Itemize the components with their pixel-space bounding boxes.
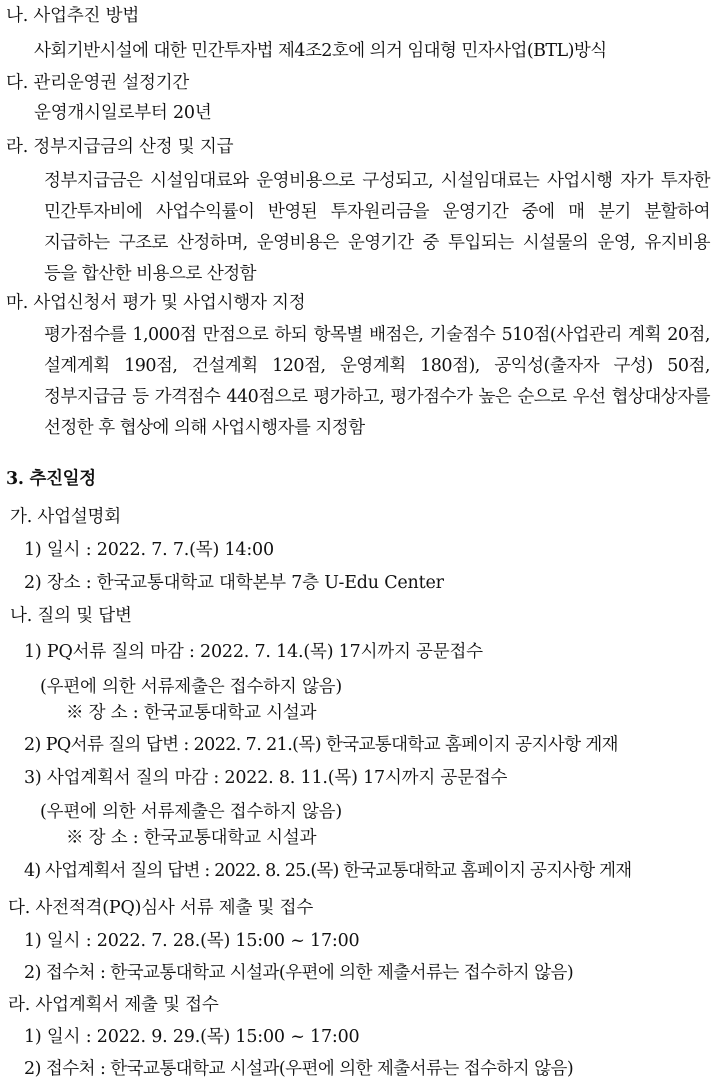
schedule-qa-item1-note: (우편에 의한 서류제출은 접수하지 않음) (40, 677, 342, 697)
schedule-briefing-place: 2) 장소 : 한국교통대학교 대학본부 7층 U-Edu Center (24, 573, 444, 593)
section-payment-heading: 라. 정부지급금의 산정 및 지급 (6, 137, 234, 157)
section-evaluation-text: 평가점수를 1,000점 만점으로 하되 항목별 배점은, 기술점수 510점(사업관리 계획 20점, 설계계획 190점, 건설계획 120점, 운영계획 180점), 공익성(출자자 구성) 50점, 정부지급금 등 가격점수 440점으로 평가하고, 평가점수가 높은 순으로 우선 협상대상자를 선정한 후 협상에 의해 사업시행자를 지정함 (44, 325, 710, 438)
schedule-qa-item4: 4) 사업계획서 질의 답변 : 2022. 8. 25.(목) 한국교통대학교 홈페이지 공지사항 게재 (24, 861, 632, 881)
schedule-plan-heading: 라. 사업계획서 제출 및 접수 (8, 995, 219, 1015)
schedule-qa-item1: 1) PQ서류 질의 마감 : 2022. 7. 14.(목) 17시까지 공문접수 (24, 642, 483, 662)
section-method-heading: 나. 사업추진 방법 (6, 6, 140, 26)
schedule-pq-heading: 다. 사전적격(PQ)심사 서류 제출 및 접수 (8, 898, 314, 918)
section-evaluation-heading: 마. 사업신청서 평가 및 사업시행자 지정 (6, 293, 306, 313)
section-payment-text: 정부지급금은 시설임대료와 운영비용으로 구성되고, 시설임대료는 사업시행 자가 투자한 민간투자비에 사업수익률이 반영된 투자원리금을 운영기간 중에 매 분기 분할하여 지급하는 구조로 산정하며, 운영비용은 운영기간 중 투입되는 시설물의 운영, 유지비용 등을 합산한 비용으로 산정함 (44, 171, 710, 284)
schedule-qa-item1-place: ※ 장 소 : 한국교통대학교 시설과 (66, 703, 317, 723)
schedule-briefing-date: 1) 일시 : 2022. 7. 7.(목) 14:00 (24, 540, 274, 560)
schedule-pq-date: 1) 일시 : 2022. 7. 28.(목) 15:00 ~ 17:00 (24, 931, 360, 951)
section-method-text: 사회기반시설에 대한 민간투자법 제4조2호에 의거 임대형 민자사업(BTL)방식 (34, 41, 607, 61)
schedule-plan-date: 1) 일시 : 2022. 9. 29.(목) 15:00 ~ 17:00 (24, 1027, 360, 1047)
schedule-title: 3. 추진일정 (6, 469, 96, 489)
section-period-text: 운영개시일로부터 20년 (34, 103, 212, 123)
schedule-qa-item3: 3) 사업계획서 질의 마감 : 2022. 8. 11.(목) 17시까지 공문접수 (24, 768, 508, 788)
schedule-qa-heading: 나. 질의 및 답변 (10, 606, 132, 626)
schedule-pq-office: 2) 접수처 : 한국교통대학교 시설과(우편에 의한 제출서류는 접수하지 않음) (24, 963, 574, 983)
schedule-qa-item3-place: ※ 장 소 : 한국교통대학교 시설과 (66, 828, 317, 848)
schedule-briefing-heading: 가. 사업설명회 (10, 507, 121, 527)
schedule-qa-item2: 2) PQ서류 질의 답변 : 2022. 7. 21.(목) 한국교통대학교 홈페이지 공지사항 게재 (24, 735, 618, 755)
schedule-qa-item3-note: (우편에 의한 서류제출은 접수하지 않음) (40, 802, 342, 822)
section-period-heading: 다. 관리운영권 설정기간 (6, 73, 190, 93)
schedule-plan-office: 2) 접수처 : 한국교통대학교 시설과(우편에 의한 제출서류는 접수하지 않음) (24, 1059, 574, 1079)
